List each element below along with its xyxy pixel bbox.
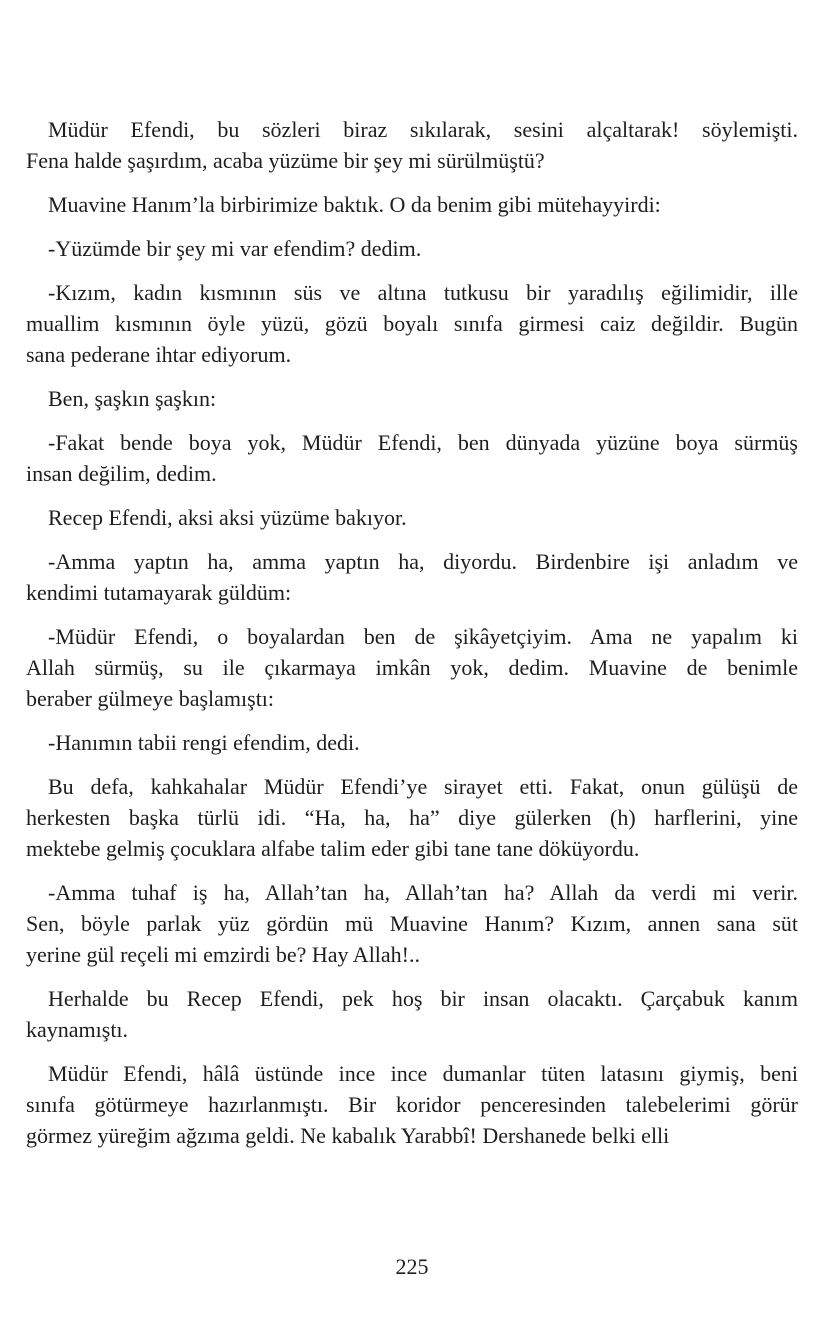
text-line: Müdür Efendi, bu sözleri biraz sıkılarak, sesini alçaltarak! söylemişti.: [48, 117, 798, 142]
text-line: Allah sürmüş, su ile çıkarmaya imkân yok, dedim. Muavine de benimle: [26, 655, 798, 680]
paragraph: [26, 114, 798, 176]
paragraph: [26, 877, 798, 970]
text-line: kendimi tutamayarak güldüm:: [26, 580, 292, 605]
text-line: muallim kısmının öyle yüzü, gözü boyalı sınıfa girmesi caiz değildir. Bugün: [26, 311, 798, 336]
text-line: beraber gülmeye başlamıştı:: [26, 686, 275, 711]
text-line: sana pederane ihtar ediyorum.: [26, 342, 292, 367]
text-line: herkesten başka türlü idi. “Ha, ha, ha” diye gülerken (h) harflerini, yine: [26, 805, 798, 830]
text-line: -Hanımın tabii rengi efendim, dedi.: [48, 730, 360, 755]
paragraph: [26, 621, 798, 714]
text-line: yerine gül reçeli mi emzirdi be? Hay Allah!..: [26, 942, 421, 967]
page-body: [26, 114, 798, 1151]
text-line: -Fakat bende boya yok, Müdür Efendi, ben dünyada yüzüne boya sürmüş: [48, 430, 798, 455]
paragraph: [26, 983, 798, 1045]
page-number: 225: [395, 1254, 429, 1279]
text-line: insan değilim, dedim.: [26, 461, 217, 486]
text-line: Bu defa, kahkahalar Müdür Efendi’ye sirayet etti. Fakat, onun gülüşü de: [48, 774, 798, 799]
text-line: Fena halde şaşırdım, acaba yüzüme bir şey mi sürülmüştü?: [26, 148, 545, 173]
text-line: görmez yüreğim ağzıma geldi. Ne kabalık Yarabbî! Dershanede belki elli: [26, 1123, 670, 1148]
paragraph: [26, 1058, 798, 1151]
text-line: -Müdür Efendi, o boyalardan ben de şikâyetçiyim. Ama ne yapalım ki: [48, 624, 798, 649]
text-line: Muavine Hanım’la birbirimize baktık. O da benim gibi mütehayyirdi:: [48, 192, 661, 217]
paragraph: [26, 233, 798, 264]
paragraph: [26, 546, 798, 608]
text-line: Recep Efendi, aksi aksi yüzüme bakıyor.: [48, 505, 407, 530]
text-line: Müdür Efendi, hâlâ üstünde ince ince dumanlar tüten latasını giymiş, beni: [48, 1061, 798, 1086]
paragraph: [26, 502, 798, 533]
text-line: kaynamıştı.: [26, 1017, 129, 1042]
paragraph: [26, 727, 798, 758]
text-line: mektebe gelmiş çocuklara alfabe talim eder gibi tane tane döküyordu.: [26, 836, 640, 861]
text-line: -Yüzümde bir şey mi var efendim? dedim.: [48, 236, 422, 261]
text-line: sınıfa götürmeye hazırlanmıştı. Bir koridor penceresinden talebelerimi görür: [26, 1092, 798, 1117]
text-line: -Amma tuhaf iş ha, Allah’tan ha, Allah’tan ha? Allah da verdi mi verir.: [48, 880, 798, 905]
paragraph: [26, 383, 798, 414]
paragraph: [26, 771, 798, 864]
paragraph: [26, 427, 798, 489]
text-line: Sen, böyle parlak yüz gördün mü Muavine Hanım? Kızım, annen sana süt: [26, 911, 798, 936]
text-line: -Kızım, kadın kısmının süs ve altına tutkusu bir yaradılış eğilimidir, ille: [48, 280, 798, 305]
paragraph: [26, 189, 798, 220]
text-line: -Amma yaptın ha, amma yaptın ha, diyordu. Birdenbire işi anladım ve: [48, 549, 798, 574]
text-line: Ben, şaşkın şaşkın:: [48, 386, 217, 411]
text-line: Herhalde bu Recep Efendi, pek hoş bir insan olacaktı. Çarçabuk kanım: [48, 986, 798, 1011]
paragraph: [26, 277, 798, 370]
